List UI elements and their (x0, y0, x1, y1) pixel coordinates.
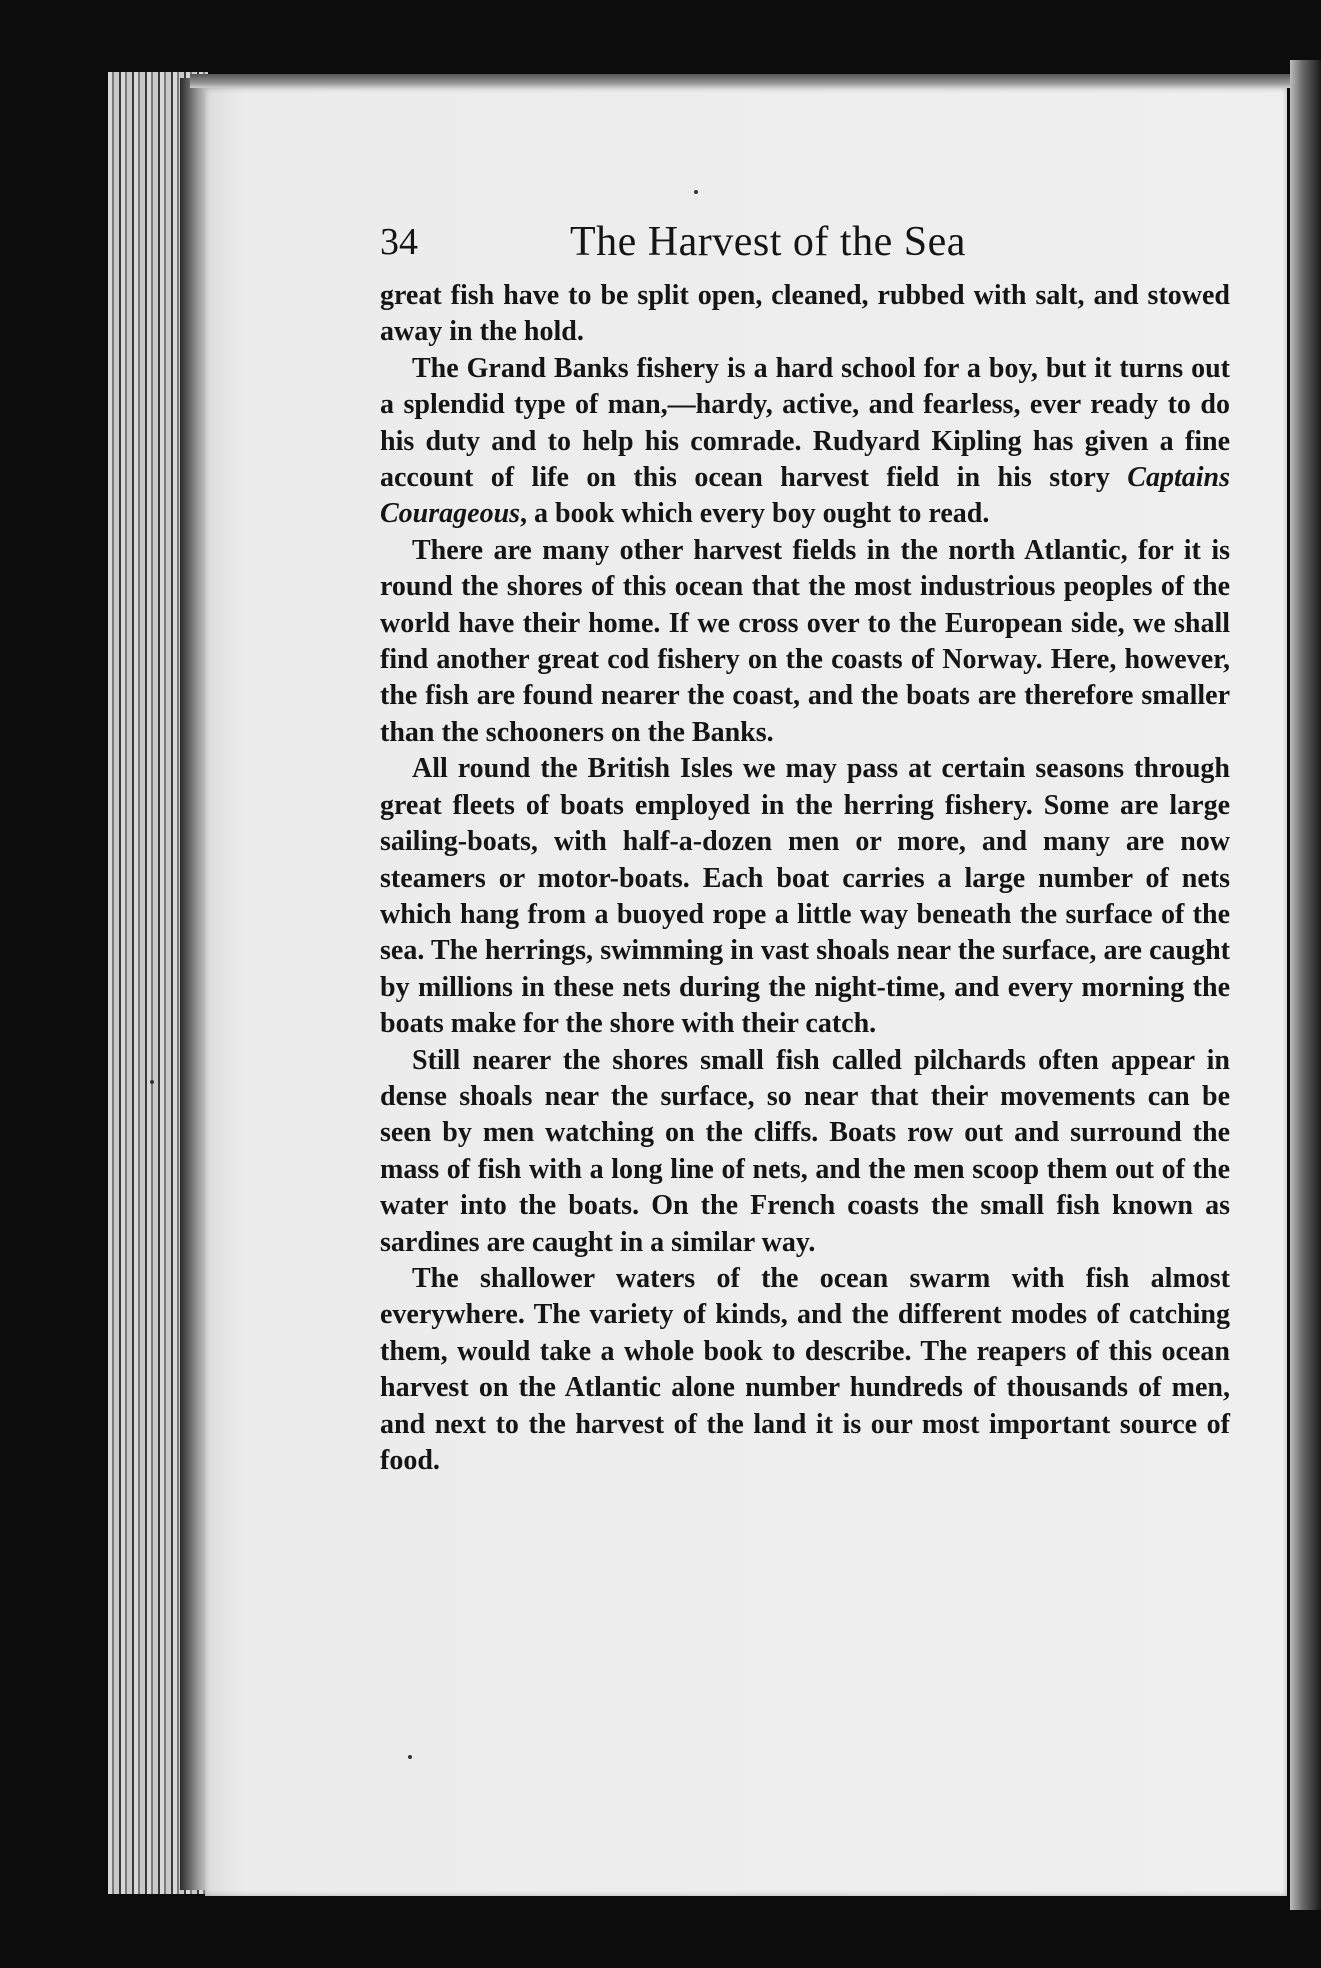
paragraph-2 (380, 351, 1230, 533)
scan-speck (150, 1080, 154, 1084)
page-text-block (380, 212, 1230, 1479)
paragraph-3: There are many other harvest fields in the north Atlantic, for it is round the shores of this ocean that the most industrious peoples of the world have their home. If we cross over to the European side, we shall find another great cod fishery on the coasts of Norway. Here, however, the fish are found nearer the coast, and the boats are therefore smaller than the schooners on the Banks. (380, 534, 1230, 748)
paragraph-2-text-after: , a book which every boy ought to read. (520, 498, 990, 530)
running-title: The Harvest of the Sea (570, 219, 966, 265)
paragraph-1: great fish have to be split open, cleaned, rubbed with salt, and stowed away in the hold. (380, 280, 1230, 348)
scan-speck (408, 1755, 412, 1759)
paragraph-4: All round the British Isles we may pass at certain seasons through great fleets of boats employed in the herring fishery. Some are large sailing-boats, with half-a-dozen men or more, and many are now steamers or motor-boats. Each boat carries a large number of nets which hang from a buoyed rope a little way beneath the surface of the sea. The herrings, swimming in vast shoals near the surface, are caught by millions in these nets during the night-time, and every morning the boats make for the shore with their catch. (380, 753, 1230, 1040)
paragraph-5: Still nearer the shores small fish called pilchards often appear in dense shoals near the surface, so near that their movements can be seen by men watching on the cliffs. Boats row out and surround the mass of fish with a long line of nets, and the men scoop them out of the water into the boats. On the French coasts the small fish known as sardines are caught in a similar way. (380, 1044, 1230, 1258)
book-title-italic: Captains Courageous (380, 462, 1230, 530)
page-number: 34 (380, 221, 418, 263)
running-head (380, 212, 1230, 272)
paragraph-2-text-before: The Grand Banks fishery is a hard school for a boy, but it turns out a splendid type of man,—hardy, active, and fearless, ever ready to do his duty and to help his comrade. Rudyard Kipling has given a fine account of life on this ocean harvest field in his story (380, 352, 1230, 494)
paragraph-6: The shallower waters of the ocean swarm with fish almost everywhere. The variety of kinds, and the different modes of catching them, would take a whole book to describe. The reapers of this ocean harvest on the Atlantic alone number hundreds of thousands of men, and next to the harvest of the land it is our most important source of food. (380, 1262, 1230, 1476)
right-page-edge (1290, 60, 1321, 1910)
page-top-edge (190, 74, 1300, 88)
scan-speck (694, 190, 698, 194)
